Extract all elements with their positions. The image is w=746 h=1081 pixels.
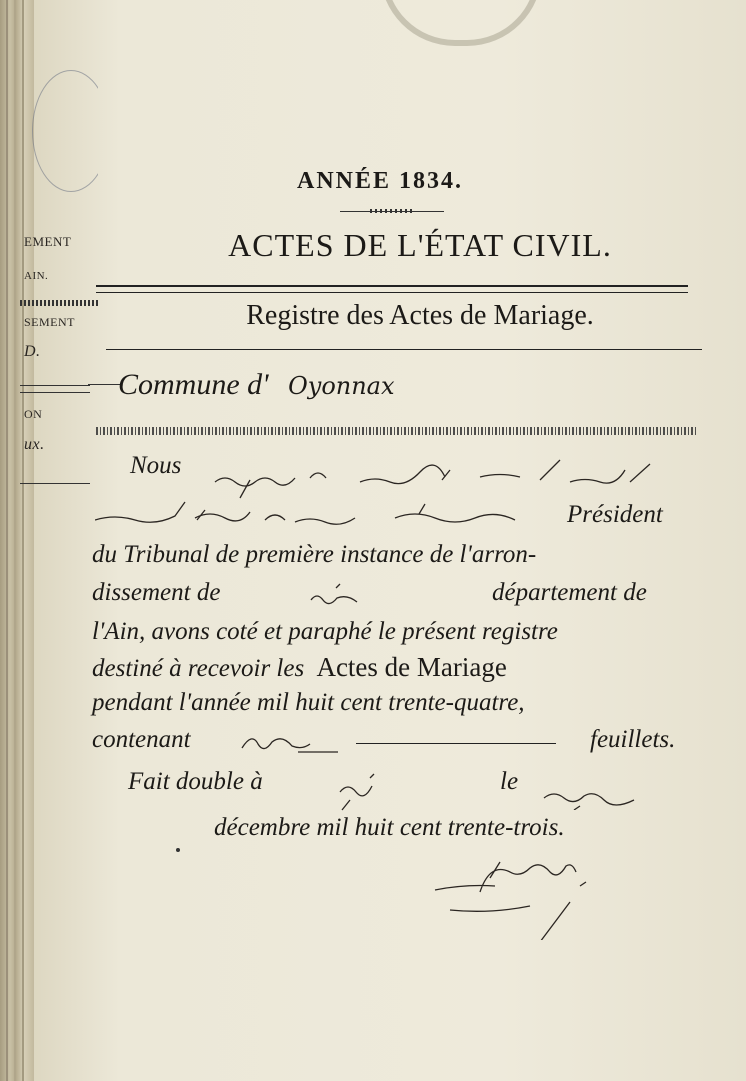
body-line-9-mid: le xyxy=(500,768,519,795)
year-heading: ANNÉE 1834. xyxy=(296,168,463,194)
handwritten-place2-scrawl xyxy=(330,772,400,812)
margin-fragment: SEMENT xyxy=(24,315,75,329)
body-line-4-suffix: département de xyxy=(492,579,647,606)
body-line-6 xyxy=(92,652,712,683)
nous-word: Nous xyxy=(130,452,182,479)
body-line-10: décembre mil huit cent trente-trois. xyxy=(214,814,565,841)
margin-fragment: EMENT xyxy=(24,234,72,249)
body-line-7: pendant l'année mil huit cent trente-quatre, xyxy=(92,689,525,716)
handwritten-count-scrawl xyxy=(238,726,348,756)
president-word: Président xyxy=(567,501,663,528)
commune-name-handwritten: Oyonnax xyxy=(288,372,395,400)
destine-text: destiné à recevoir les xyxy=(92,655,305,682)
commune-dash xyxy=(88,384,120,385)
margin-fragment: D. xyxy=(24,343,41,360)
single-rule xyxy=(106,349,702,350)
commune-label: Commune d' xyxy=(118,368,269,401)
seal-stamp-icon xyxy=(32,70,98,192)
body-line-2 xyxy=(567,501,707,529)
ornament-divider xyxy=(340,211,444,215)
margin-rule xyxy=(20,392,90,393)
margin-fragment: AIN. xyxy=(24,270,49,282)
contenant-word: contenant xyxy=(92,726,191,753)
double-rule xyxy=(96,285,688,293)
handwritten-place-scrawl xyxy=(306,582,376,612)
register-subtitle: Registre des Actes de Mariage. xyxy=(246,300,594,331)
page-title: ACTES DE L'ÉTAT CIVIL. xyxy=(228,227,612,263)
wavy-divider xyxy=(96,427,698,435)
count-blank-rule xyxy=(356,743,556,744)
arrondissement-label: dissement de xyxy=(92,579,221,606)
commune-line xyxy=(118,368,395,402)
handwritten-date-scrawl xyxy=(540,780,650,810)
previous-page-edge xyxy=(14,0,98,520)
top-seal-mark xyxy=(380,0,542,46)
signature-icon xyxy=(430,860,610,940)
actes-mariage-text: Actes de Mariage xyxy=(316,652,507,682)
margin-fragment: ux. xyxy=(24,436,45,453)
margin-fragment: ON xyxy=(24,407,43,421)
margin-rule xyxy=(20,385,90,386)
fait-double-text: Fait double à xyxy=(128,768,263,795)
body-line-8-suffix: feuillets. xyxy=(590,726,676,753)
margin-rule xyxy=(20,483,90,484)
body-line-5: l'Ain, avons coté et paraphé le présent registre xyxy=(92,618,558,645)
handwritten-title-scrawl xyxy=(95,492,555,532)
ink-dot xyxy=(176,848,180,852)
body-line-3: du Tribunal de première instance de l'arron- xyxy=(92,541,537,568)
margin-wavy-rule xyxy=(20,300,98,306)
body-line-9 xyxy=(128,768,746,796)
